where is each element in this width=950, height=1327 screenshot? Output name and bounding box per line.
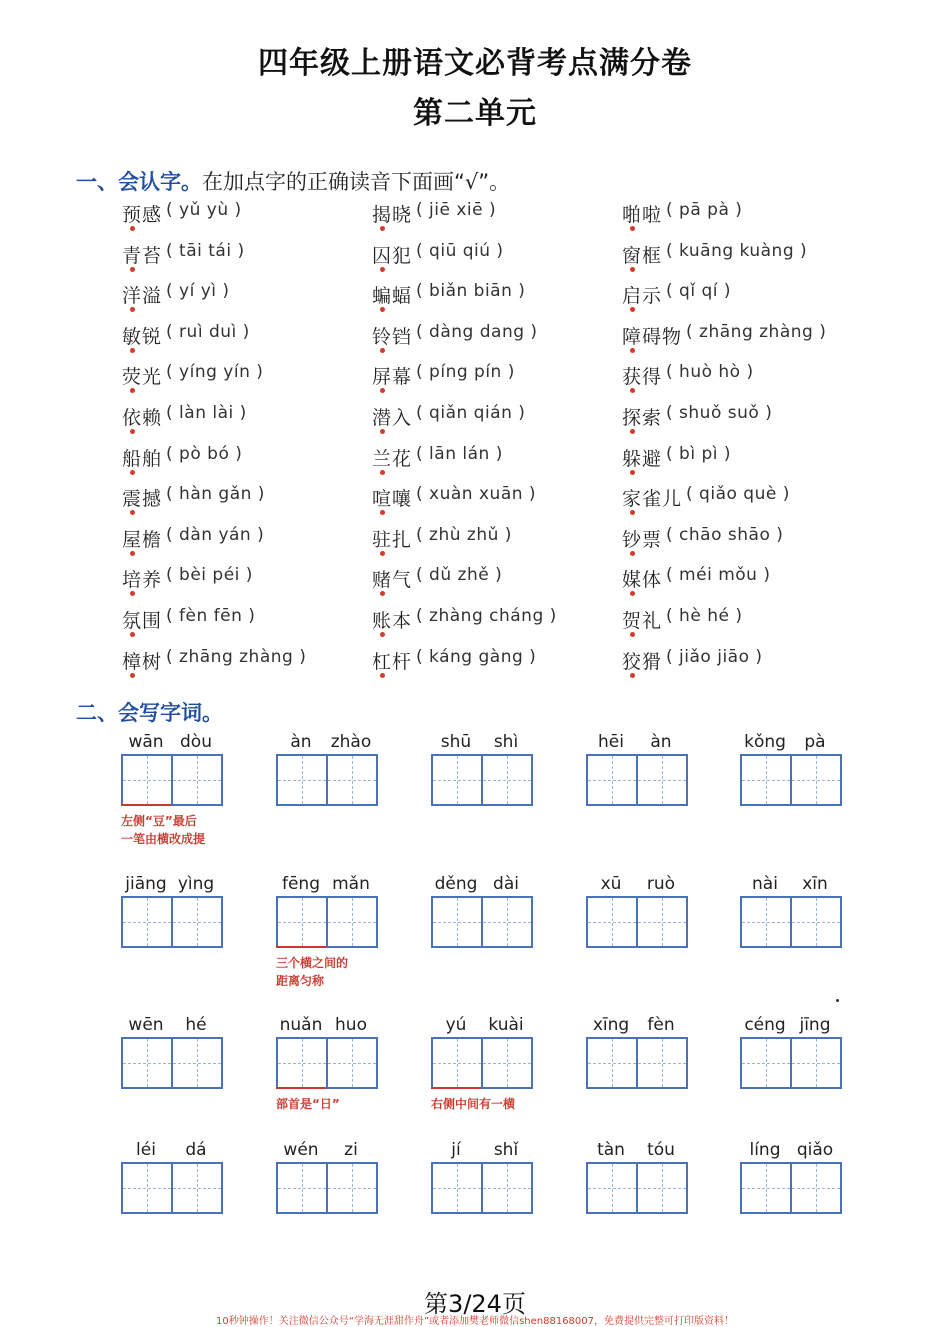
pinyin-options[interactable]: ( jiǎo jiāo ) xyxy=(666,646,763,667)
reading-item xyxy=(372,200,622,241)
emphasis-dot-icon xyxy=(380,551,385,556)
emphasis-dot-icon xyxy=(130,510,135,515)
pinyin-options[interactable]: ( ruì duì ) xyxy=(166,321,250,342)
pinyin-options[interactable]: ( dàn yán ) xyxy=(166,524,265,545)
reading-word: 蝙蝠 xyxy=(372,285,413,308)
writing-cell[interactable] xyxy=(636,756,686,804)
emphasis-dot-icon xyxy=(380,267,385,272)
writing-cell[interactable] xyxy=(790,1164,840,1212)
pinyin-label xyxy=(740,1015,840,1037)
writing-cell[interactable] xyxy=(123,1164,171,1212)
writing-cell[interactable] xyxy=(278,1164,326,1212)
emphasis-dot-icon xyxy=(630,429,635,434)
reading-item xyxy=(372,484,622,525)
pinyin-label xyxy=(121,1015,221,1037)
reading-word: 障碍物 xyxy=(622,325,683,348)
tian-grid-box xyxy=(121,754,223,806)
reading-word: 揭晓 xyxy=(372,204,413,226)
hint-underline xyxy=(276,1087,326,1089)
reading-word: 潜入 xyxy=(372,406,413,429)
pinyin-syllable: ruò xyxy=(646,874,676,894)
emphasis-dot-icon xyxy=(630,673,635,678)
pinyin-label xyxy=(121,874,221,896)
reading-item xyxy=(622,362,882,403)
reading-item xyxy=(622,322,882,363)
reading-word: 铃铛 xyxy=(372,325,413,348)
reading-item xyxy=(372,322,622,363)
pinyin-label xyxy=(121,732,221,754)
pinyin-label xyxy=(276,1015,376,1037)
pinyin-options[interactable]: ( zhāng zhàng ) xyxy=(686,321,827,342)
writing-cell[interactable] xyxy=(278,1039,326,1087)
page-number: 第3/24页 xyxy=(424,1290,526,1318)
tian-grid-box xyxy=(740,896,842,948)
pinyin-syllable: zi xyxy=(344,1140,358,1160)
reading-item xyxy=(372,444,622,485)
pinyin-syllable: qiǎo xyxy=(796,1140,834,1160)
writing-cell[interactable] xyxy=(326,1164,376,1212)
emphasis-dot-icon xyxy=(630,226,635,231)
pinyin-options[interactable]: ( bèi péi ) xyxy=(166,565,253,586)
emphasis-dot-icon xyxy=(630,348,635,353)
writing-cell[interactable] xyxy=(790,898,840,946)
emphasis-dot-icon xyxy=(130,429,135,434)
reading-item xyxy=(622,565,882,606)
pinyin-syllable: wēn xyxy=(128,1015,164,1035)
tian-grid-box xyxy=(740,754,842,806)
reading-word: 氛围 xyxy=(122,609,163,632)
pinyin-syllable: huo xyxy=(335,1015,367,1035)
writing-cell[interactable] xyxy=(790,1039,840,1087)
reading-word: 樟树 xyxy=(122,650,163,673)
emphasis-dot-icon xyxy=(380,348,385,353)
writing-cell[interactable] xyxy=(742,756,790,804)
reading-word: 探索 xyxy=(622,406,663,429)
emphasis-dot-icon xyxy=(380,510,385,515)
pinyin-syllable: yìng xyxy=(177,874,215,894)
reading-item xyxy=(622,281,882,322)
pinyin-options[interactable]: ( méi mǒu ) xyxy=(666,565,771,586)
pinyin-label xyxy=(586,1140,686,1162)
pinyin-options[interactable]: ( lān lán ) xyxy=(416,443,503,464)
tian-grid-box xyxy=(740,1037,842,1089)
reading-word: 杠杆 xyxy=(372,650,413,673)
pinyin-syllable: wān xyxy=(128,732,164,752)
writing-cell[interactable] xyxy=(588,898,636,946)
reading-word: 躲避 xyxy=(622,447,663,470)
tian-grid-box xyxy=(431,896,533,948)
page-subtitle: 第二单元 xyxy=(413,96,537,131)
pinyin-syllable: kuài xyxy=(488,1015,524,1035)
pinyin-syllable: tóu xyxy=(647,1140,675,1160)
emphasis-dot-icon xyxy=(380,632,385,637)
emphasis-dot-icon xyxy=(130,307,135,312)
reading-row xyxy=(122,525,882,566)
tian-grid-box xyxy=(121,1037,223,1089)
pinyin-syllable: tàn xyxy=(597,1140,625,1160)
reading-item xyxy=(122,606,372,647)
tian-grid-box xyxy=(276,754,378,806)
reading-word: 启示 xyxy=(622,285,663,308)
pinyin-syllable: léi xyxy=(136,1140,156,1160)
pinyin-label xyxy=(431,1140,531,1162)
pinyin-label xyxy=(586,874,686,896)
reading-item xyxy=(372,362,622,403)
pinyin-options[interactable]: ( zhāng zhàng ) xyxy=(166,646,307,667)
pinyin-label xyxy=(431,874,531,896)
pinyin-label xyxy=(276,1140,376,1162)
reading-item xyxy=(622,403,882,444)
pinyin-options[interactable]: ( yíng yín ) xyxy=(166,362,264,383)
reading-item xyxy=(372,565,622,606)
writing-cell[interactable] xyxy=(790,756,840,804)
emphasis-dot-icon xyxy=(380,591,385,596)
tian-grid-box xyxy=(121,896,223,948)
tian-grid-box xyxy=(121,1162,223,1214)
emphasis-dot-icon xyxy=(380,226,385,231)
pinyin-syllable: nuǎn xyxy=(279,1015,323,1035)
pinyin-syllable: xū xyxy=(600,874,622,894)
tian-grid-box xyxy=(431,754,533,806)
reading-word: 贺礼 xyxy=(622,609,663,632)
emphasis-dot-icon xyxy=(130,673,135,678)
reading-item xyxy=(372,647,622,688)
reading-word: 喧嚷 xyxy=(372,488,413,511)
reading-word: 洋溢 xyxy=(122,285,163,308)
writing-cell[interactable] xyxy=(481,898,531,946)
emphasis-dot-icon xyxy=(130,267,135,272)
reading-item xyxy=(122,403,372,444)
writing-cell[interactable] xyxy=(278,756,326,804)
pinyin-options[interactable]: ( biǎn biān ) xyxy=(416,281,526,302)
pinyin-syllable: àn xyxy=(650,732,672,752)
pinyin-syllable: kǒng xyxy=(744,732,786,752)
pinyin-label xyxy=(586,732,686,754)
pinyin-syllable: dòu xyxy=(180,732,212,752)
pinyin-syllable: fèn xyxy=(647,1015,675,1035)
reading-word: 驻扎 xyxy=(372,528,413,551)
reading-word: 屏幕 xyxy=(372,366,413,389)
pinyin-label xyxy=(276,732,376,754)
section-1-label: 会认字。 xyxy=(118,170,202,194)
emphasis-dot-icon xyxy=(380,307,385,312)
pinyin-syllable: wén xyxy=(283,1140,319,1160)
reading-word: 青苔 xyxy=(122,244,163,267)
pinyin-syllable: hēi xyxy=(598,732,624,752)
writing-cell[interactable] xyxy=(481,756,531,804)
pinyin-options[interactable]: ( pā pà ) xyxy=(666,200,743,220)
reading-row xyxy=(122,241,882,282)
reading-item xyxy=(622,525,882,566)
reading-word: 家雀儿 xyxy=(622,488,683,511)
tian-grid-box xyxy=(586,1162,688,1214)
pinyin-options[interactable]: ( shuǒ suǒ ) xyxy=(666,402,773,423)
pinyin-options[interactable]: ( yí yì ) xyxy=(166,281,230,302)
reading-item xyxy=(622,606,882,647)
reading-word: 钞票 xyxy=(622,528,663,551)
writing-cell[interactable] xyxy=(636,1039,686,1087)
pinyin-options[interactable]: ( qiū qiú ) xyxy=(416,240,504,261)
pinyin-options[interactable]: ( bì pì ) xyxy=(666,443,732,464)
pinyin-syllable: dài xyxy=(493,874,519,894)
emphasis-dot-icon xyxy=(130,632,135,637)
tian-grid-box xyxy=(431,1037,533,1089)
writing-cell[interactable] xyxy=(123,756,171,804)
pinyin-options[interactable]: ( qiǎo què ) xyxy=(686,484,790,505)
reading-item xyxy=(122,444,372,485)
pinyin-syllable: yú xyxy=(445,1015,467,1035)
emphasis-dot-icon xyxy=(130,388,135,393)
reading-row xyxy=(122,281,882,322)
tian-grid-box xyxy=(586,1037,688,1089)
reading-item xyxy=(622,200,882,241)
pinyin-label xyxy=(431,732,531,754)
emphasis-dot-icon xyxy=(630,510,635,515)
pinyin-label xyxy=(740,732,840,754)
reading-word: 狡猾 xyxy=(622,650,663,673)
tian-grid-box xyxy=(431,1162,533,1214)
writing-cell[interactable] xyxy=(742,898,790,946)
reading-item xyxy=(372,241,622,282)
pinyin-options[interactable]: ( kuāng kuàng ) xyxy=(666,240,808,261)
writing-cell[interactable] xyxy=(171,1039,221,1087)
pinyin-syllable: àn xyxy=(290,732,312,752)
pinyin-syllable: nài xyxy=(752,874,778,894)
writing-cell[interactable] xyxy=(326,1039,376,1087)
pinyin-label xyxy=(586,1015,686,1037)
pinyin-options[interactable]: ( fèn fēn ) xyxy=(166,605,256,626)
pinyin-syllable: jiāng xyxy=(125,874,167,894)
emphasis-dot-icon xyxy=(130,348,135,353)
pinyin-options[interactable]: ( làn lài ) xyxy=(166,402,247,423)
pinyin-options[interactable]: ( zhù zhǔ ) xyxy=(416,524,512,545)
hint-underline xyxy=(121,804,171,806)
writing-cell[interactable] xyxy=(278,898,326,946)
writing-cell[interactable] xyxy=(588,1039,636,1087)
reading-word: 账本 xyxy=(372,609,413,632)
page-title: 四年级上册语文必背考点满分卷 xyxy=(258,46,692,81)
section-1-heading xyxy=(76,166,510,196)
emphasis-dot-icon xyxy=(630,470,635,475)
pinyin-options[interactable]: ( káng gàng ) xyxy=(416,646,537,667)
pinyin-options[interactable]: ( píng pín ) xyxy=(416,362,515,383)
writing-cell[interactable] xyxy=(433,1164,481,1212)
pinyin-options[interactable]: ( pò bó ) xyxy=(166,443,243,464)
reading-item xyxy=(622,484,882,525)
reading-row xyxy=(122,322,882,363)
writing-cell[interactable] xyxy=(433,1039,481,1087)
pinyin-syllable: hé xyxy=(185,1015,207,1035)
pinyin-syllable: fēng xyxy=(281,874,320,894)
pinyin-options[interactable]: ( hàn gǎn ) xyxy=(166,484,265,505)
pinyin-options[interactable]: ( yǔ yù ) xyxy=(166,200,242,220)
writing-cell[interactable] xyxy=(742,1039,790,1087)
reading-word: 震撼 xyxy=(122,488,163,511)
pinyin-syllable: xīn xyxy=(802,874,828,894)
tian-grid-box xyxy=(586,754,688,806)
pinyin-syllable: děng xyxy=(434,874,478,894)
pinyin-label xyxy=(431,1015,531,1037)
reading-item xyxy=(122,200,372,241)
pinyin-options[interactable]: ( chāo shāo ) xyxy=(666,524,784,545)
reading-item xyxy=(122,525,372,566)
writing-cell[interactable] xyxy=(123,898,171,946)
pinyin-syllable: pà xyxy=(804,732,826,752)
pinyin-syllable: zhào xyxy=(330,732,372,752)
reading-item xyxy=(372,606,622,647)
reading-item xyxy=(122,484,372,525)
writing-cell[interactable] xyxy=(123,1039,171,1087)
section-2-heading xyxy=(76,697,223,727)
section-2-label: 会写字词。 xyxy=(118,701,223,725)
pinyin-syllable: jí xyxy=(451,1140,461,1160)
pinyin-options[interactable]: ( dǔ zhě ) xyxy=(416,565,503,586)
emphasis-dot-icon xyxy=(130,591,135,596)
emphasis-dot-icon xyxy=(380,429,385,434)
reading-item xyxy=(122,322,372,363)
writing-cell[interactable] xyxy=(171,756,221,804)
reading-word: 船舶 xyxy=(122,447,163,470)
reading-word: 获得 xyxy=(622,366,663,389)
pinyin-syllable: líng xyxy=(749,1140,781,1160)
tian-grid-box xyxy=(276,896,378,948)
pinyin-syllable: mǎn xyxy=(332,874,370,894)
reading-item xyxy=(122,647,372,688)
reading-item xyxy=(372,281,622,322)
section-1-number: 一、 xyxy=(76,170,118,194)
pinyin-label xyxy=(740,1140,840,1162)
hint-underline xyxy=(276,946,326,948)
emphasis-dot-icon xyxy=(630,307,635,312)
writing-hint: 部首是“日” xyxy=(276,1097,340,1111)
reading-item xyxy=(622,241,882,282)
writing-hint: 三个横之间的 距离匀称 xyxy=(276,956,349,988)
reading-word: 屋檐 xyxy=(122,528,163,551)
emphasis-dot-icon xyxy=(630,388,635,393)
reading-item xyxy=(622,444,882,485)
reading-word: 赌气 xyxy=(372,569,413,592)
reading-row xyxy=(122,362,882,403)
pinyin-options[interactable]: ( jiē xiē ) xyxy=(416,200,497,220)
emphasis-dot-icon xyxy=(380,388,385,393)
writing-cell[interactable] xyxy=(481,1164,531,1212)
pinyin-options[interactable]: ( xuàn xuān ) xyxy=(416,484,537,505)
reading-word: 啪啦 xyxy=(622,204,663,226)
tian-grid-box xyxy=(276,1162,378,1214)
pinyin-syllable: céng xyxy=(744,1015,786,1035)
reading-word: 囚犯 xyxy=(372,244,413,267)
reading-word: 敏锐 xyxy=(122,325,163,348)
reading-row xyxy=(122,606,882,647)
writing-cell[interactable] xyxy=(433,898,481,946)
emphasis-dot-icon xyxy=(630,551,635,556)
pinyin-label xyxy=(121,1140,221,1162)
footer-note: 10秒钟操作！关注微信公众号“学海无涯甜作舟”或者添加樊老师微信shen88168007，免费提供完整可打印版资料！ xyxy=(215,1316,735,1327)
writing-cell[interactable] xyxy=(588,1164,636,1212)
writing-cell[interactable] xyxy=(481,1039,531,1087)
reading-word: 预感 xyxy=(122,204,163,226)
reading-row xyxy=(122,403,882,444)
emphasis-dot-icon xyxy=(130,551,135,556)
emphasis-dot-icon xyxy=(630,267,635,272)
pinyin-label xyxy=(276,874,376,896)
reading-item xyxy=(122,565,372,606)
reading-item xyxy=(122,281,372,322)
reading-row xyxy=(122,484,882,525)
stray-dot xyxy=(836,999,839,1002)
reading-item xyxy=(122,241,372,282)
pinyin-options[interactable]: ( zhàng cháng ) xyxy=(416,605,557,626)
pinyin-options[interactable]: ( huò hò ) xyxy=(666,362,754,383)
tian-grid-box xyxy=(276,1037,378,1089)
reading-item xyxy=(372,403,622,444)
emphasis-dot-icon xyxy=(630,632,635,637)
pinyin-options[interactable]: ( dàng dang ) xyxy=(416,321,538,342)
pinyin-options[interactable]: ( tāi tái ) xyxy=(166,240,245,261)
reading-word: 培养 xyxy=(122,569,163,592)
writing-cell[interactable] xyxy=(326,756,376,804)
reading-row xyxy=(122,200,882,241)
pinyin-label xyxy=(740,874,840,896)
writing-cell[interactable] xyxy=(636,1164,686,1212)
hint-underline xyxy=(431,1087,481,1089)
writing-cell[interactable] xyxy=(588,756,636,804)
reading-item xyxy=(122,362,372,403)
writing-hint: 左侧“豆”最后 一笔由横改成提 xyxy=(121,814,206,846)
reading-word: 兰花 xyxy=(372,447,413,470)
reading-word: 媒体 xyxy=(622,569,663,592)
pinyin-syllable: shǐ xyxy=(493,1140,519,1160)
reading-item xyxy=(622,647,882,688)
section-2-number: 二、 xyxy=(76,701,118,725)
reading-exercise-grid xyxy=(122,200,882,687)
writing-cell[interactable] xyxy=(326,898,376,946)
pinyin-options[interactable]: ( qǐ qí ) xyxy=(666,281,732,302)
emphasis-dot-icon xyxy=(130,226,135,231)
tian-grid-box xyxy=(586,896,688,948)
writing-hint: 右侧中间有一横 xyxy=(431,1097,516,1111)
emphasis-dot-icon xyxy=(130,470,135,475)
reading-row xyxy=(122,444,882,485)
reading-word: 荧光 xyxy=(122,366,163,389)
emphasis-dot-icon xyxy=(380,470,385,475)
writing-cell[interactable] xyxy=(171,1164,221,1212)
writing-cell[interactable] xyxy=(636,898,686,946)
section-1-instruction: 在加点字的正确读音下面画“√”。 xyxy=(202,170,511,194)
reading-item xyxy=(372,525,622,566)
reading-row xyxy=(122,647,882,688)
emphasis-dot-icon xyxy=(380,673,385,678)
reading-word: 窗框 xyxy=(622,244,663,267)
pinyin-options[interactable]: ( qiǎn qián ) xyxy=(416,402,526,423)
pinyin-syllable: xīng xyxy=(592,1015,630,1035)
pinyin-syllable: shū xyxy=(440,732,472,752)
writing-cell[interactable] xyxy=(171,898,221,946)
pinyin-syllable: dá xyxy=(185,1140,207,1160)
writing-cell[interactable] xyxy=(433,756,481,804)
emphasis-dot-icon xyxy=(630,591,635,596)
pinyin-syllable: shì xyxy=(493,732,519,752)
reading-word: 依赖 xyxy=(122,406,163,429)
reading-row xyxy=(122,565,882,606)
writing-cell[interactable] xyxy=(742,1164,790,1212)
pinyin-options[interactable]: ( hè hé ) xyxy=(666,605,743,626)
tian-grid-box xyxy=(740,1162,842,1214)
pinyin-syllable: jīng xyxy=(799,1015,831,1035)
